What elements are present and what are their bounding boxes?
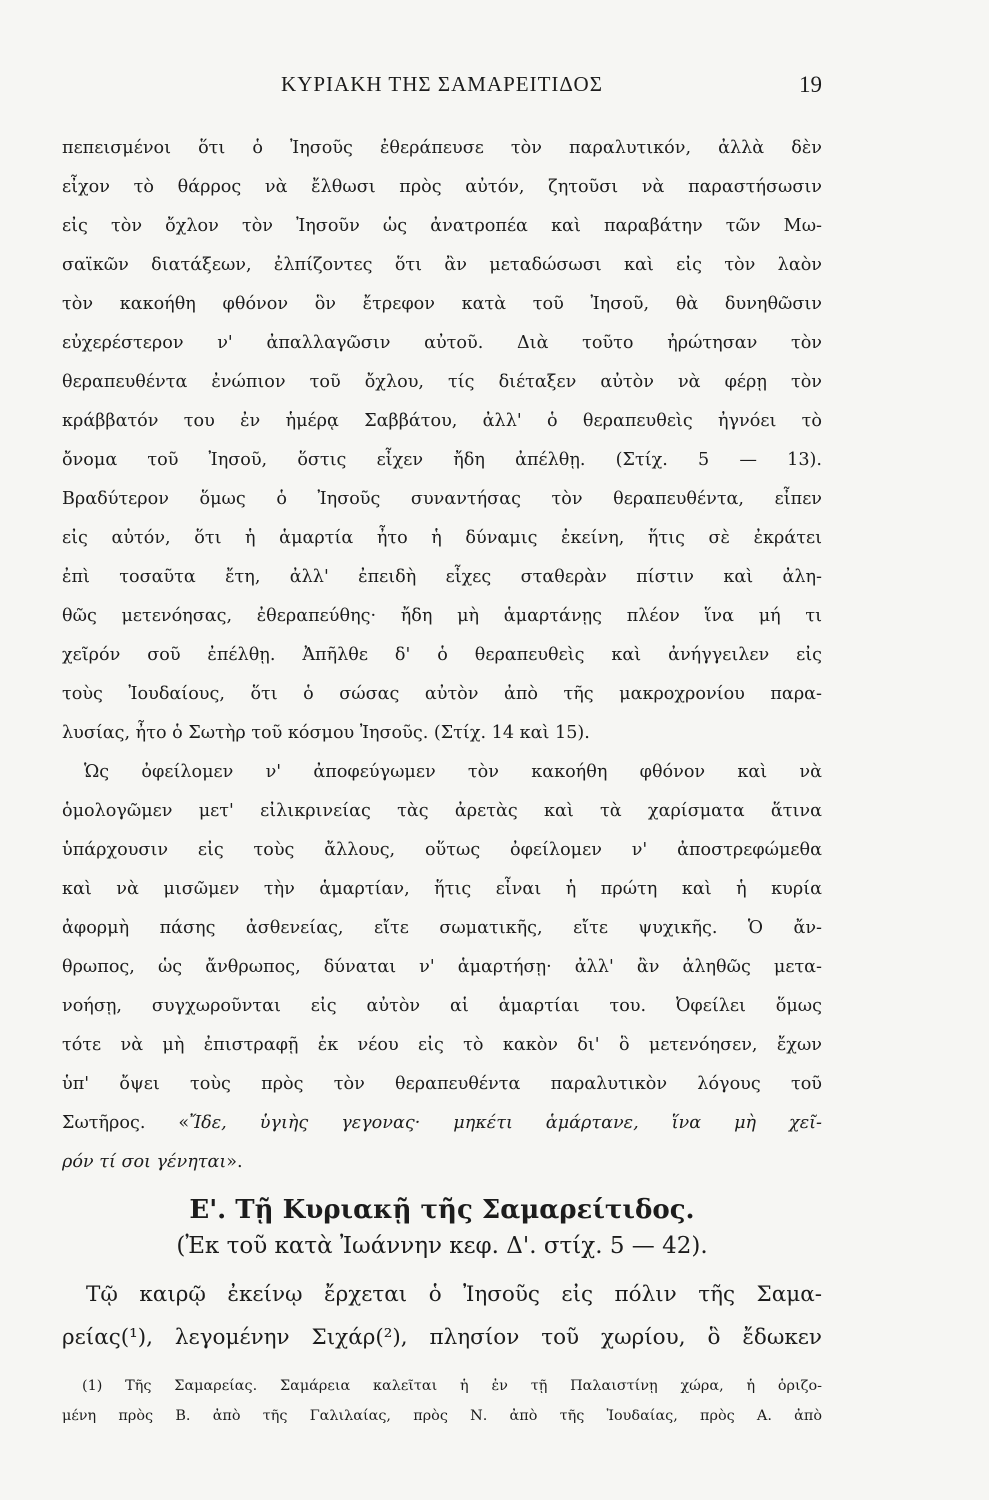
running-title: ΚΥΡΙΑΚΗ ΤΗΣ ΣΑΜΑΡΕΙΤΙΔΟΣ xyxy=(281,72,603,96)
section-line: ρείας(¹), λεγομένην Σιχάρ(²), πλησίον τοῦ χωρίου, ὃ ἔδωκεν xyxy=(62,1325,822,1350)
body-line: εἶχον τὸ θάρρος νὰ ἔλθωσι πρὸς αὐτόν, ζητοῦσι νὰ παραστήσωσιν xyxy=(62,177,822,197)
body-line: χεῖρόν σοῦ ἐπέλθῃ. Ἀπῆλθε δ' ὁ θεραπευθεὶς καὶ ἀνήγγειλεν εἰς xyxy=(62,645,822,665)
body-line: ὁμολογῶμεν μετ' εἰλικρινείας τὰς ἀρετὰς καὶ τὰ χαρίσματα ἅτινα xyxy=(62,801,822,821)
body-line: καὶ νὰ μισῶμεν τὴν ἁμαρτίαν, ἥτις εἶναι ἡ πρώτη καὶ ἡ κυρία xyxy=(62,879,822,899)
body-line: εἰς αὐτόν, ὅτι ἡ ἁμαρτία ἦτο ἡ δύναμις ἐκείνη, ἥτις σὲ ἐκράτει xyxy=(62,528,822,548)
body-line: ὄνομα τοῦ Ἰησοῦ, ὅστις εἶχεν ἤδη ἀπέλθῃ. (Στίχ. 5 — 13). xyxy=(62,450,822,470)
body-line: ἐπὶ τοσαῦτα ἔτη, ἀλλ' ἐπειδὴ εἶχες σταθερὰν πίστιν καὶ ἀλη- xyxy=(62,567,822,587)
body-line: σαϊκῶν διατάξεων, ἐλπίζοντες ὅτι ἂν μεταδώσωσι καὶ εἰς τὸν λαὸν xyxy=(62,255,822,275)
body-line: Βραδύτερον ὅμως ὁ Ἰησοῦς συναντήσας τὸν θεραπευθέντα, εἶπεν xyxy=(62,489,822,509)
footnote-line: μένη πρὸς Β. ἀπὸ τῆς Γαλιλαίας, πρὸς Ν. ἀπὸ τῆς Ἰουδαίας, πρὸς Α. ἀπὸ xyxy=(62,1408,822,1424)
body-line: θρωπος, ὡς ἄνθρωπος, δύναται ν' ἁμαρτήσῃ· ἀλλ' ἂν ἀληθῶς μετα- xyxy=(62,957,822,977)
body-line: τὸν κακοήθη φθόνον ὃν ἔτρεφον κατὰ τοῦ Ἰησοῦ, θὰ δυνηθῶσιν xyxy=(62,294,822,314)
body-line: λυσίας, ἦτο ὁ Σωτὴρ τοῦ κόσμου Ἰησοῦς. (Στίχ. 14 καὶ 15). xyxy=(62,723,590,743)
body-line: κράββατόν του ἐν ἡμέρᾳ Σαββάτου, ἀλλ' ὁ θεραπευθεὶς ἠγνόει τὸ xyxy=(62,411,822,431)
body-line: τότε νὰ μὴ ἐπιστραφῇ ἐκ νέου εἰς τὸ κακὸν δι' ὃ μετενόησεν, ἔχων xyxy=(62,1035,822,1055)
body-line: νοήσῃ, συγχωροῦνται εἰς αὐτὸν αἱ ἁμαρτίαι του. Ὀφείλει ὅμως xyxy=(62,996,822,1016)
body-line: θῶς μετενόησας, ἐθεραπεύθης· ἤδη μὴ ἁμαρτάνῃς πλέον ἵνα μή τι xyxy=(62,606,822,626)
body-line: τοὺς Ἰουδαίους, ὅτι ὁ σώσας αὐτὸν ἀπὸ τῆς μακροχρονίου παρα- xyxy=(62,684,822,704)
body-line: θεραπευθέντα ἐνώπιον τοῦ ὄχλου, τίς διέταξεν αὐτὸν νὰ φέρῃ τὸν xyxy=(62,372,822,392)
quoted-text: ρόν τί σοι γένηται xyxy=(62,1152,227,1172)
section-subtitle: (Ἐκ τοῦ κατὰ Ἰωάννην κεφ. Δ'. στίχ. 5 — 42). xyxy=(176,1233,708,1259)
footnote-line: (1) Τῆς Σαμαρείας. Σαμάρεια καλεῖται ἡ ἐν τῇ Παλαιστίνῃ χώρα, ἡ ὁριζο- xyxy=(82,1378,822,1394)
body-line: Ὡς ὀφείλομεν ν' ἀποφεύγωμεν τὸν κακοήθη φθόνον καὶ νὰ xyxy=(84,762,822,782)
body-line xyxy=(62,1110,822,1136)
body-line: ὑπάρχουσιν εἰς τοὺς ἄλλους, οὕτως ὀφείλομεν ν' ἀποστρεφώμεθα xyxy=(62,840,822,860)
section-line: Τῷ καιρῷ ἐκείνῳ ἔρχεται ὁ Ἰησοῦς εἰς πόλιν τῆς Σαμα- xyxy=(86,1282,822,1307)
body-line xyxy=(62,1149,822,1175)
section-title: Ε'. Τῇ Κυριακῇ τῆς Σαμαρείτιδος. xyxy=(189,1195,695,1225)
body-line-text: ». xyxy=(226,1152,243,1172)
body-line-text: Σωτῆρος. « xyxy=(62,1113,190,1133)
quoted-text: Ἴδε, ὑγιὴς γεγονας· μηκέτι ἁμάρτανε, ἵνα μὴ χεῖ- xyxy=(189,1113,822,1133)
body-line: εἰς τὸν ὄχλον τὸν Ἰησοῦν ὡς ἀνατροπέα καὶ παραβάτην τῶν Μω- xyxy=(62,216,822,236)
body-line: ὑπ' ὄψει τοὺς πρὸς τὸν θεραπευθέντα παραλυτικὸν λόγους τοῦ xyxy=(62,1074,822,1094)
body-line: εὐχερέστερον ν' ἀπαλλαγῶσιν αὐτοῦ. Διὰ τοῦτο ἠρώτησαν τὸν xyxy=(62,333,822,353)
page-header xyxy=(62,72,822,104)
page-number: 19 xyxy=(799,72,822,97)
body-line: πεπεισμένοι ὅτι ὁ Ἰησοῦς ἐθεράπευσε τὸν παραλυτικόν, ἀλλὰ δὲν xyxy=(62,138,822,158)
body-line: ἀφορμὴ πάσης ἀσθενείας, εἴτε σωματικῆς, εἴτε ψυχικῆς. Ὁ ἄν- xyxy=(62,918,822,938)
